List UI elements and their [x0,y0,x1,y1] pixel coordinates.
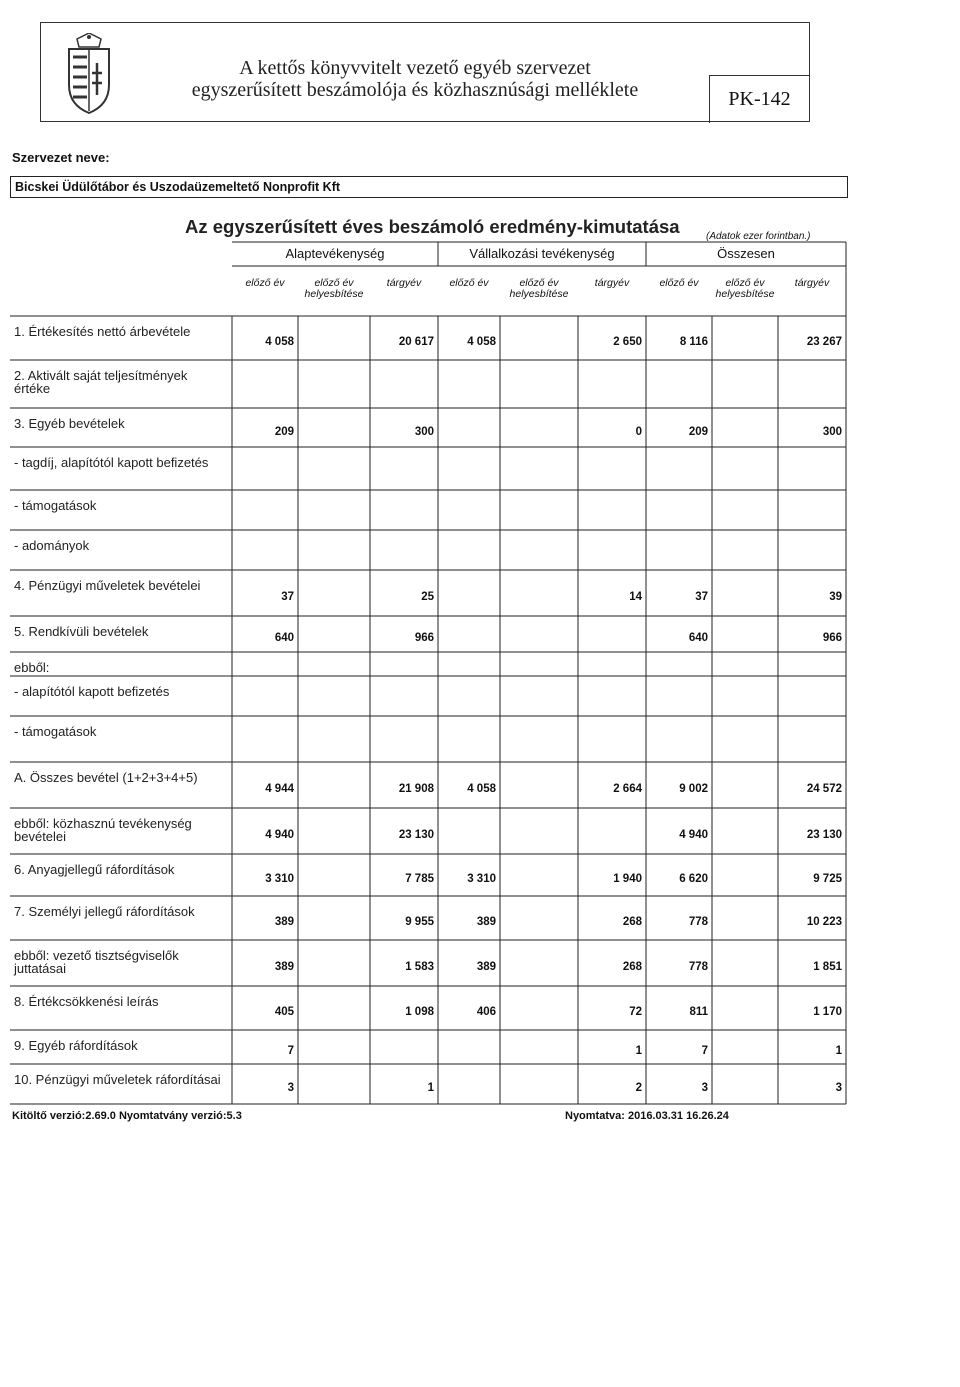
group-header-basic: Alaptevékenység [285,246,385,261]
row-label: - tagdíj, alapítótól kapott befizetés [14,455,209,470]
cell-value: 37 [281,591,294,603]
row-label: - alapítótól kapott befizetés [14,684,170,699]
row-label: 4. Pénzügyi műveletek bevételei [14,578,201,593]
column-header: tárgyév [594,277,630,289]
cell-value: 4 940 [679,829,708,841]
cell-value: 966 [822,632,842,644]
cell-value: 7 [701,1045,708,1057]
cell-value: 25 [421,591,434,603]
row-label: 10. Pénzügyi műveletek ráfordításai [14,1072,221,1087]
row-label: 5. Rendkívüli bevételek [14,624,149,639]
cell-value: 406 [476,1006,496,1018]
cell-value: 0 [635,425,642,438]
coat-of-arms-icon [59,33,119,115]
cell-value: 268 [622,916,642,928]
cell-value: 2 650 [613,336,642,348]
column-header: előző év [245,277,285,289]
form-title-line2: egyszerűsített beszámolója és közhasznúsági melléklete [191,79,639,101]
cell-value: 37 [695,591,708,603]
cell-value: 8 116 [679,336,708,348]
cell-value: 811 [689,1006,708,1018]
cell-value: 9 725 [813,873,842,885]
cell-value: 23 130 [806,829,842,841]
row-label: ebből: közhasznú tevékenység bevételei [14,816,192,844]
cell-value: 72 [629,1006,642,1018]
row-label: 1. Értékesítés nettó árbevétele [14,324,191,339]
cell-value: 640 [274,632,294,644]
column-header: előző év [449,277,489,289]
row-label: 9. Egyéb ráfordítások [14,1038,138,1053]
row-label: 7. Személyi jellegű ráfordítások [14,904,195,919]
cell-value: 389 [476,916,496,928]
cell-value: 300 [414,425,434,438]
row-label: - támogatások [14,724,97,739]
cell-value: 23 130 [398,829,434,841]
cell-value: 389 [476,961,496,973]
cell-value: 3 [287,1082,294,1094]
cell-value: 7 785 [405,873,434,885]
units-note: (Adatok ezer forintban.) [706,231,811,242]
cell-value: 9 002 [679,783,708,795]
cell-value: 1 940 [613,873,642,885]
cell-value: 4 058 [467,336,496,348]
row-label: - adományok [14,538,90,553]
row-label: 3. Egyéb bevételek [14,416,125,431]
row-label: - támogatások [14,498,97,513]
cell-value: 3 [835,1082,842,1094]
cell-value: 1 [635,1045,642,1057]
cell-value: 7 [287,1045,294,1057]
cell-value: 389 [274,961,294,973]
organization-label: Szervezet neve: [12,150,110,165]
cell-value: 778 [688,916,708,928]
cell-value: 1 [835,1045,842,1057]
row-label: ebből: vezető tisztségviselők juttatásai [14,948,179,976]
group-header-total: Összesen [717,246,775,261]
row-label: 6. Anyagjellegű ráfordítások [14,862,175,877]
cell-value: 20 617 [398,336,434,348]
row-label: 8. Értékcsökkenési leírás [14,994,159,1009]
cell-value: 2 [635,1082,642,1094]
organization-name: Bicskei Üdülőtábor és Uszodaüzemeltető Nonprofit Kft [10,176,848,198]
cell-value: 9 955 [405,916,434,928]
cell-value: 209 [274,425,294,438]
cell-value: 640 [688,632,708,644]
cell-value: 6 620 [679,873,708,885]
row-label: ebből: [14,660,50,675]
report-title: Az egyszerűsített éves beszámoló eredmény-kimutatása [185,216,680,237]
cell-value: 300 [822,425,842,438]
cell-value: 3 310 [265,873,294,885]
cell-value: 21 908 [398,783,434,795]
cell-value: 268 [622,961,642,973]
column-header: tárgyév [386,277,422,289]
cell-value: 2 664 [613,783,642,795]
cell-value: 405 [274,1006,294,1018]
footer-version: Kitöltő verzió:2.69.0 Nyomtatvány verzió:5.3 [12,1110,242,1122]
column-header: tárgyév [794,277,830,289]
cell-value: 39 [829,591,842,603]
cell-value: 4 058 [467,783,496,795]
form-header [40,22,810,122]
column-header: előző év helyesbítése [715,277,775,300]
cell-value: 23 267 [806,336,842,348]
cell-value: 1 [427,1082,434,1094]
cell-value: 209 [688,425,708,438]
cell-value: 1 583 [405,961,434,973]
cell-value: 4 058 [265,336,294,348]
cell-value: 1 851 [813,961,842,973]
group-header-business: Vállalkozási tevékenység [469,246,615,261]
cell-value: 1 098 [405,1006,434,1018]
column-header: előző év helyesbítése [304,277,364,300]
row-label: 2. Aktivált saját teljesítmények értéke [14,368,188,396]
column-header: előző év [659,277,699,289]
column-header: előző év helyesbítése [509,277,569,300]
cell-value: 966 [414,632,434,644]
cell-value: 389 [274,916,294,928]
cell-value: 10 223 [806,916,842,928]
form-title [131,57,699,101]
form-code: PK-142 [709,75,809,123]
row-label: A. Összes bevétel (1+2+3+4+5) [14,770,198,785]
cell-value: 4 944 [265,783,294,795]
cell-value: 778 [688,961,708,973]
cell-value: 3 [701,1082,708,1094]
cell-value: 3 310 [467,873,496,885]
cell-value: 14 [629,591,642,603]
cell-value: 1 170 [813,1006,842,1018]
cell-value: 24 572 [806,783,842,795]
form-title-line1: A kettős könyvvitelt vezető egyéb szervezet [239,57,591,79]
cell-value: 4 940 [265,829,294,841]
footer-printed: Nyomtatva: 2016.03.31 16.26.24 [565,1110,729,1122]
